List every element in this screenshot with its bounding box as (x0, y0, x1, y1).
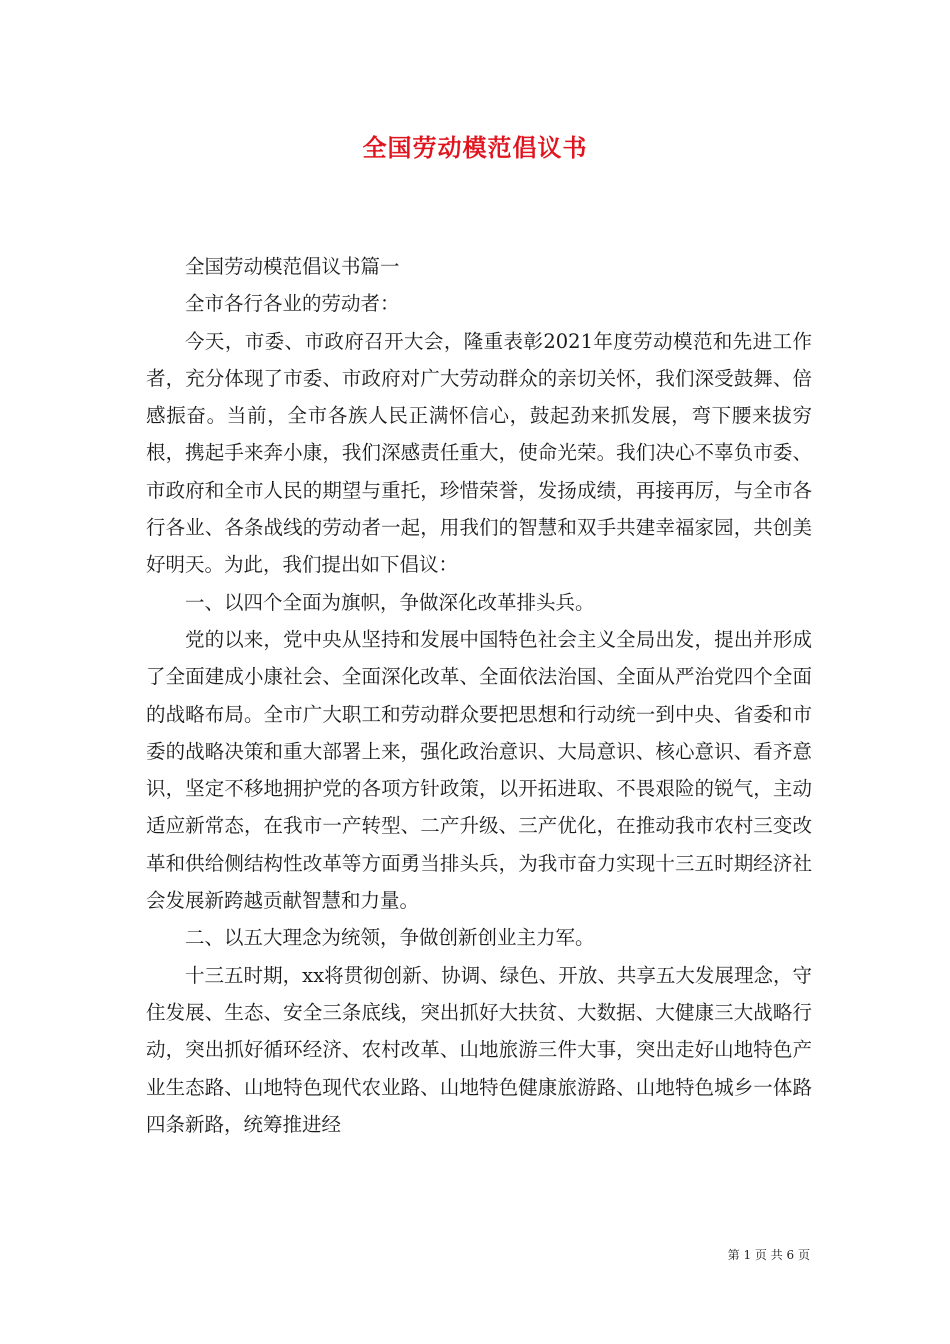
document-title: 全国劳动模范倡议书 (362, 133, 588, 162)
body-paragraph: 党的以来，党中央从坚持和发展中国特色社会主义全局出发，提出并形成了全面建成小康社会、全面深化改革、全面依法治国、全面从严治党四个全面的战略布局。全市广大职工和劳动群众要把思想和行动统一到中央、省委和市委的战略决策和重大部署上来，强化政治意识、大局意识、核心意识、看齐意识，坚定不移地拥护党的各项方针政策，以开拓进取、不畏艰险的锐气，主动适应新常态，在我市一产转型、二产升级、三产优化，在推动我市农村三变改革和供给侧结构性改革等方面勇当排头兵，为我市奋力实现十三五时期经济社会发展新跨越贡献智慧和力量。 (146, 627, 812, 913)
proposal-heading-2: 二、以五大理念为统领，争做创新创业主力军。 (185, 926, 595, 950)
section-heading: 全国劳动模范倡议书篇一 (185, 255, 400, 278)
page-number: 第 1 页 共 6 页 (727, 1248, 810, 1262)
salutation: 全市各行各业的劳动者： (185, 292, 400, 316)
proposal-heading-1: 一、以四个全面为旗帜，争做深化改革排头兵。 (185, 590, 595, 614)
body-paragraph: 十三五时期，xx将贯彻创新、协调、绿色、开放、共享五大发展理念，守住发展、生态、安全三条底线，突出抓好大扶贫、大数据、大健康三大战略行动，突出抓好循环经济、农村改革、山地旅游三件大事，突出走好山地特色产业生态路、山地特色现代农业路、山地特色健康旅游路、山地特色城乡一体路四条新路，统筹推进经 (146, 963, 812, 1136)
document-body (146, 248, 812, 1143)
body-paragraph: 今天，市委、市政府召开大会，隆重表彰2021年度劳动模范和先进工作者，充分体现了市委、市政府对广大劳动群众的亲切关怀，我们深受鼓舞、倍感振奋。当前，全市各族人民正满怀信心，鼓起劲来抓发展，弯下腰来拔穷根，携起手来奔小康，我们深感责任重大，使命光荣。我们决心不辜负市委、市政府和全市人民的期望与重托，珍惜荣誉，发扬成绩，再接再厉，与全市各行各业、各条战线的劳动者一起，用我们的智慧和双手共建幸福家园，共创美好明天。为此，我们提出如下倡议： (146, 329, 812, 577)
